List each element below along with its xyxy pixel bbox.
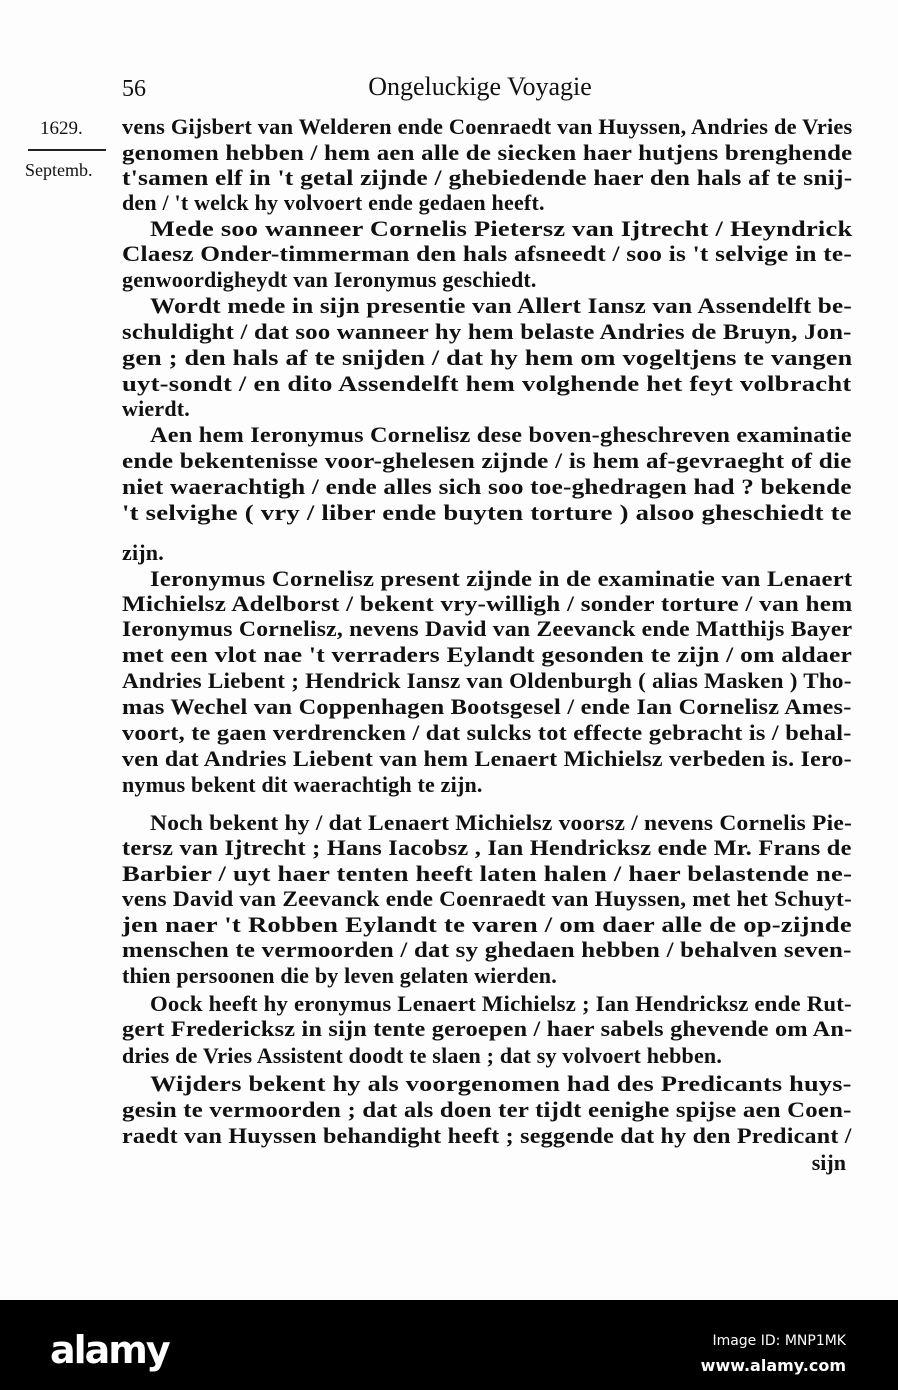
text-line: Michielsz Adelborst / bekent vry-willigh / sonder torture / van hem (122, 591, 853, 616)
watermark-bar (0, 1300, 898, 1390)
alamy-logo: alamy (50, 1328, 169, 1372)
text-line: ven dat Andries Liebent van hem Lenaert Michielsz verbeden is. Iero- (122, 746, 852, 771)
margin-year: 1629. (40, 118, 83, 139)
text-line: gen ; den hals af te snijden / dat hy hem om vogeltjens te vangen (122, 345, 853, 370)
text-line: met een vlot nae 't verraders Eylandt gesonden te zijn / om aldaer (122, 642, 853, 667)
text-line: Wordt mede in sijn presentie van Allert Iansz van Assendelft be- (150, 293, 852, 318)
site-url: www.alamy.com (700, 1356, 846, 1375)
text-line: raedt van Huyssen behandight heeft ; seggende dat hy den Predicant / (122, 1123, 852, 1148)
margin-month: Septemb. (25, 160, 93, 180)
text-line: Mede soo wanneer Cornelis Pietersz van Ijtrecht / Heyndrick (150, 216, 853, 241)
text-line: genomen hebben / hem aen alle de siecken haer hutjens brenghende (122, 140, 853, 165)
text-line: Wijders bekent hy als voorgenomen had des Predicants huys- (150, 1071, 852, 1096)
text-line: schuldight / dat soo wanneer hy hem belaste Andries de Bruyn, Jon- (122, 319, 852, 344)
text-line: Claesz Onder-timmerman den hals afsneedt / soo is 't selvige in te- (122, 241, 853, 266)
text-line: den / 't welck hy volvoert ende gedaen heeft. (122, 190, 545, 215)
image-id: Image ID: MNP1MK (712, 1333, 846, 1349)
text-line: Ieronymus Cornelisz present zijnde in de examinatie van Lenaert (150, 566, 853, 591)
text-line: wierdt. (122, 396, 190, 421)
text-line: gesin te vermoorden ; dat als doen ter tijdt eenighe spijse aen Coen- (122, 1097, 852, 1122)
text-line: mas Wechel van Coppenhagen Bootsgesel / ende Ian Cornelisz Ames- (122, 694, 852, 719)
text-line: gert Fredericksz in sijn tente geroepen / haer sabels ghevende om An- (122, 1016, 853, 1041)
text-line: Barbier / uyt haer tenten heeft laten halen / haer belastende ne- (122, 861, 853, 886)
text-line: tersz van Ijtrecht ; Hans Iacobsz , Ian Hendricksz ende Mr. Frans de (122, 835, 852, 860)
text-line: menschen te vermoorden / dat sy ghedaen hebben / behalven seven- (122, 937, 852, 962)
text-line: ende bekentenisse voor-ghelesen zijnde / is hem af-gevraeght of die (122, 448, 852, 473)
text-line: Oock heeft hy eronymus Lenaert Michielsz ; Ian Hendricksz ende Rut- (150, 991, 852, 1016)
page-number: 56 (122, 76, 146, 102)
text-line: niet waerachtigh / ende alles sich soo toe-ghedragen had ? bekende (122, 474, 852, 499)
text-line: nymus bekent dit waerachtigh te zijn. (122, 772, 483, 797)
text-line: Aen hem Ieronymus Cornelisz dese boven-gheschreven examinatie (150, 422, 852, 447)
text-line: uyt-sondt / en dito Assendelft hem volghende het feyt volbracht (122, 371, 852, 396)
text-line: voort, te gaen verdrencken / dat sulcks tot effecte gebracht is / behal- (122, 720, 852, 745)
text-line: jen naer 't Robben Eylandt te varen / om daer alle de op-zijnde (122, 912, 852, 937)
text-line: Ieronymus Cornelisz, nevens David van Zeevanck ende Matthijs Bayer (122, 616, 853, 641)
text-line: dries de Vries Assistent doodt te slaen ; dat sy volvoert hebben. (122, 1043, 723, 1068)
text-line: vens David van Zeevanck ende Coenraedt van Huyssen, met het Schuyt- (122, 886, 852, 911)
text-line: Andries Liebent ; Hendrick Iansz van Oldenburgh ( alias Masken ) Tho- (122, 668, 852, 693)
text-line: t'samen elf in 't getal zijnde / ghebiedende haer den hals af te snij- (122, 165, 853, 190)
running-title: Ongeluckige Voyagie (368, 72, 592, 101)
margin-rule (28, 149, 106, 151)
text-line: genwoordigheydt van Ieronymus geschiedt. (122, 267, 537, 292)
text-line: Noch bekent hy / dat Lenaert Michielsz voorsz / nevens Cornelis Pie- (150, 810, 853, 835)
text-line: thien persoonen die by leven gelaten wierden. (122, 963, 557, 988)
text-line: zijn. (122, 540, 164, 565)
catchword: sijn (811, 1150, 846, 1175)
text-line: 't selvighe ( vry / liber ende buyten torture ) alsoo gheschiedt te (122, 500, 852, 525)
text-line: vens Gijsbert van Welderen ende Coenraedt van Huyssen, Andries de Vries (122, 114, 853, 139)
